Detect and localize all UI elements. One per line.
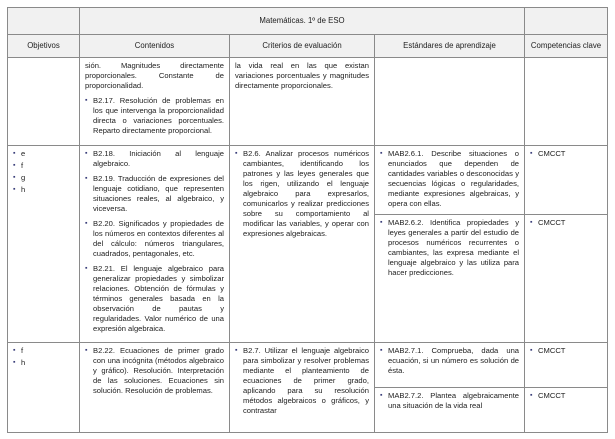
standard-item: ▪ MAB2.6.1. Describe situaciones o enunciados que dependen de cantidades variables o desconocidas y secuencias lógicas o regularidades, mediante expresiones algebraicas, y opera con ellas.: [380, 149, 519, 209]
column-header-criterios: Criterios de evaluación: [230, 35, 375, 58]
standard-part: [375, 343, 524, 387]
objetivos-cell: [8, 58, 80, 146]
objective-item: ▪ h: [13, 358, 74, 368]
estandares-cell: [375, 343, 525, 433]
estandares-cell: [375, 146, 525, 343]
column-header-estandares: Estándares de aprendizaje: [375, 35, 525, 58]
contenidos-cell: [80, 58, 230, 146]
competence-part: [525, 146, 607, 214]
contenidos-cell: [80, 146, 230, 343]
content-item: ▪ B2.21. El lenguaje algebraico para generalizar propiedades y simbolizar relaciones. Obtención de fórmulas y términos generales basada en la observación de pautas y regularidades. Valor numérico de una expresión algebraica.: [85, 264, 224, 334]
objective-item: ▪ f: [13, 346, 74, 356]
title-row: [8, 8, 608, 35]
content-item: ▪ B2.20. Significados y propiedades de los números en contextos diferentes al del cálculo: números triangulares, cuadrados, pentagonales, etc.: [85, 219, 224, 259]
standard-part: [375, 387, 524, 419]
objective-item: ▪ h: [13, 185, 74, 195]
competencias-cell: [525, 58, 608, 146]
objetivos-cell: [8, 343, 80, 433]
content-item: ▪ B2.18. Iniciación al lenguaje algebraico.: [85, 149, 224, 169]
competence-item: ▪ CMCCT: [530, 218, 602, 228]
standard-part: [375, 146, 524, 214]
criterios-cell: [230, 146, 375, 343]
objective-item: ▪ e: [13, 149, 74, 159]
objective-item: ▪ f: [13, 161, 74, 171]
criterion-text: ▪ B2.6. Analizar procesos numéricos cambiantes, identificando los patrones y las leyes generales que los rigen, utilizando el lenguaje algebraico para expresarlos, comunicarlos y realizar predicciones sobre su comportamiento al modificar las variables, y operar con expresiones algebraicas.: [235, 149, 369, 239]
objective-item: ▪ g: [13, 173, 74, 183]
competence-part: [525, 343, 607, 387]
criterion-text: ▪ B2.7. Utilizar el lenguaje algebraico para simbolizar y resolver problemas mediante el planteamiento de ecuaciones de primer grado, aplicando para su resolución métodos algebraicos o gráficos, y contrastar: [235, 346, 369, 416]
content-item: ▪ B2.19. Traducción de expresiones del lenguaje cotidiano, que representen situaciones reales, al algebraico, y viceversa.: [85, 174, 224, 214]
competence-item: ▪ CMCCT: [530, 346, 602, 356]
table-row: [8, 58, 608, 146]
column-header-row: [8, 35, 608, 58]
criterios-cell: [230, 58, 375, 146]
competence-item: ▪ CMCCT: [530, 391, 602, 401]
table-title: Matemáticas. 1º de ESO: [80, 8, 525, 35]
competence-part: [525, 214, 607, 233]
content-item: ▪ B2.22. Ecuaciones de primer grado con una incógnita (métodos algebraico y gráfico). Resolución. Interpretación de las soluciones. Ecuaciones sin solución. Resolución de problemas.: [85, 346, 224, 396]
objetivos-cell: [8, 146, 80, 343]
contenidos-cell: [80, 343, 230, 433]
standard-part: [375, 214, 524, 286]
standard-item: ▪ MAB2.7.2. Plantea algebraicamente una situación de la vida real: [380, 391, 519, 411]
content-item: ▪ B2.17. Resolución de problemas en los que intervenga la proporcionalidad directa o variaciones porcentuales. Reparto directamente proporcional.: [85, 96, 224, 136]
curriculum-table: [7, 7, 608, 433]
column-header-objetivos: Objetivos: [8, 35, 80, 58]
table-row: [8, 343, 608, 433]
competence-part: [525, 387, 607, 406]
competence-item: ▪ CMCCT: [530, 149, 602, 159]
table-row: [8, 146, 608, 343]
content-item: sión. Magnitudes directamente proporcionales. Constante de proporcionalidad.: [85, 61, 224, 90]
title-blank-left: [8, 8, 80, 35]
competencias-cell: [525, 343, 608, 433]
criterion-text: la vida real en las que existan variaciones porcentuales y magnitudes directamente proporcionales.: [235, 61, 369, 90]
estandares-cell: [375, 58, 525, 146]
criterios-cell: [230, 343, 375, 433]
column-header-competencias: Competencias clave: [525, 35, 608, 58]
title-blank-right: [525, 8, 608, 35]
standard-item: ▪ MAB2.7.1. Comprueba, dada una ecuación, si un número es solución de ésta.: [380, 346, 519, 376]
standard-item: ▪ MAB2.6.2. Identifica propiedades y leyes generales a partir del estudio de procesos numéricos recurrentes o cambiantes, las expresa mediante el lenguaje algebraico y las utiliza para hacer predicciones.: [380, 218, 519, 278]
competencias-cell: [525, 146, 608, 343]
column-header-contenidos: Contenidos: [80, 35, 230, 58]
